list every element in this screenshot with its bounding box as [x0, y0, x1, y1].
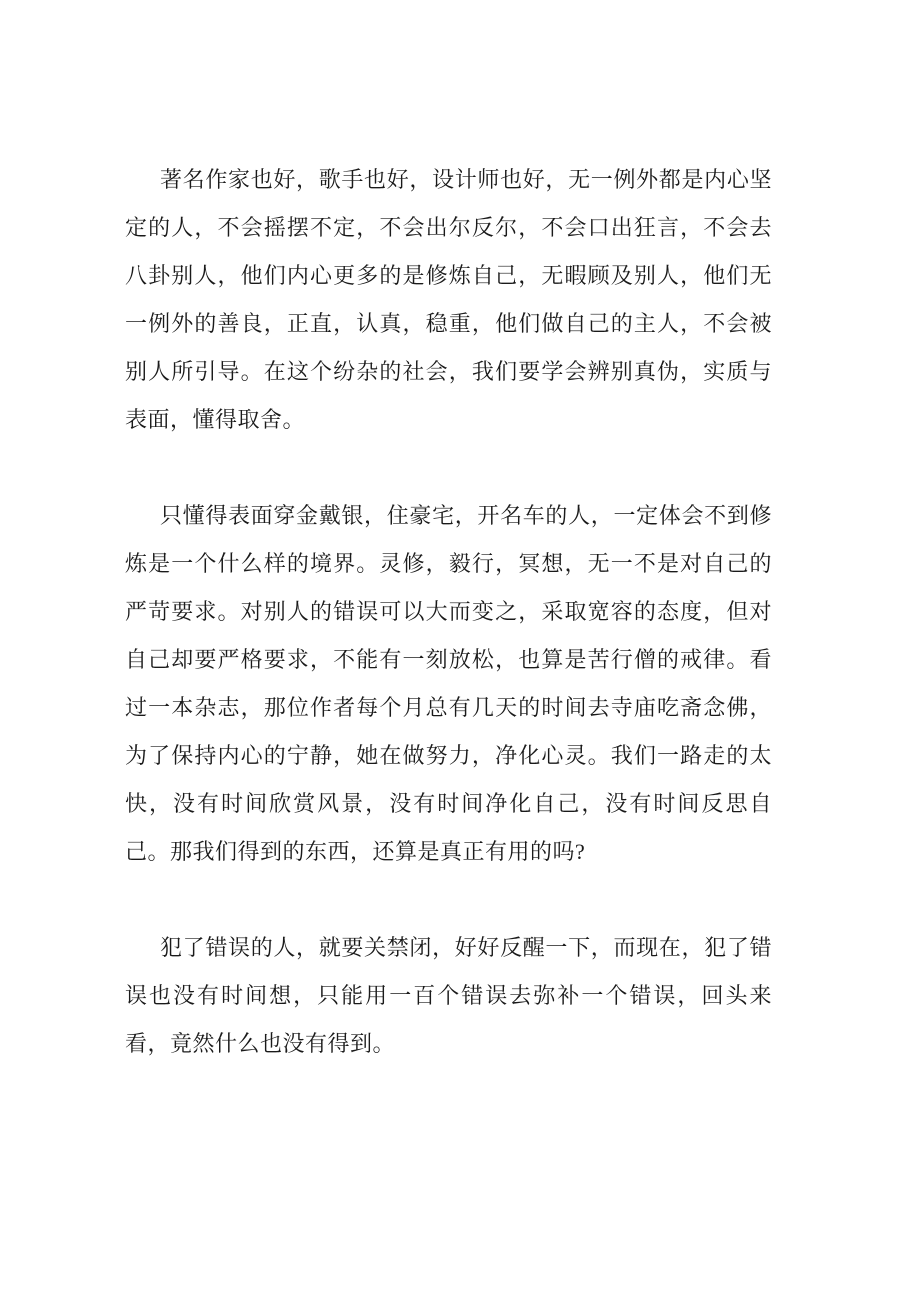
paragraph: 犯了错误的人，就要关禁闭，好好反醒一下，而现在，犯了错误也没有时间想，只能用一百个错误去弥补一个错误，回头来看，竟然什么也没有得到。 — [125, 935, 772, 1056]
paragraph: 只懂得表面穿金戴银，住豪宅，开名车的人，一定体会不到修炼是一个什么样的境界。灵修，毅行，冥想，无一不是对自己的严苛要求。对别人的错误可以大而变之，采取宽容的态度，但对自己却要严格要求，不能有一刻放松，也算是苦行僧的戒律。看过一本杂志，那位作者每个月总有几天的时间去寺庙吃斋念佛，为了保持内心的宁静，她在做努力，净化心灵。我们一路走的太快，没有时间欣赏风景，没有时间净化自己，没有时间反思自己。那我们得到的东西，还算是真正有用的吗? — [125, 503, 772, 864]
paragraph: 著名作家也好，歌手也好，设计师也好，无一例外都是内心坚定的人，不会摇摆不定，不会出尔反尔，不会口出狂言，不会去八卦别人，他们内心更多的是修炼自己，无暇顾及别人，他们无一例外的善良，正直，认真，稳重，他们做自己的主人，不会被别人所引导。在这个纷杂的社会，我们要学会辨别真伪，实质与表面，懂得取舍。 — [125, 167, 772, 432]
document-body — [125, 156, 772, 1068]
